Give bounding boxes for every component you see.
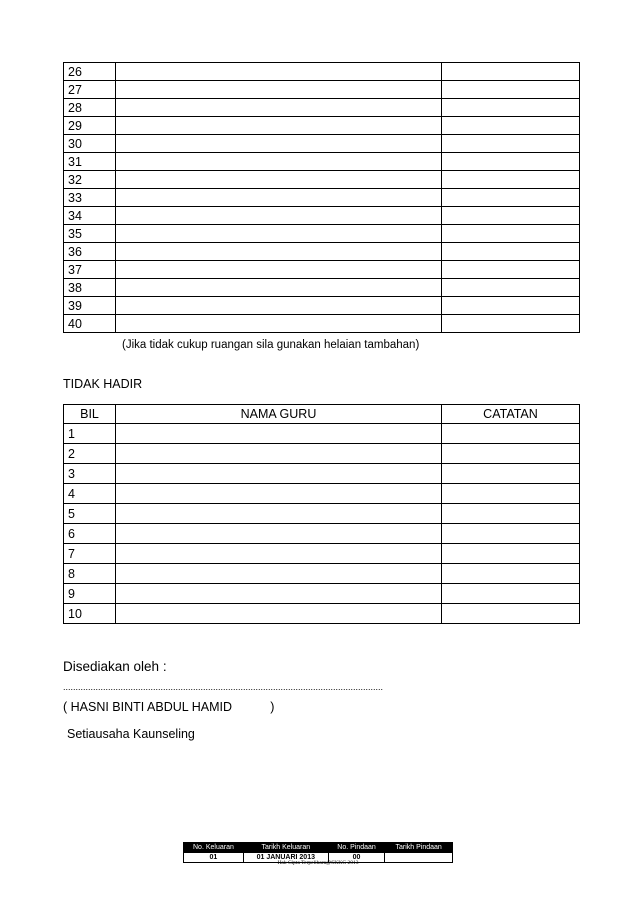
note-cell[interactable] xyxy=(442,117,580,135)
row-number: 1 xyxy=(64,424,116,444)
note-cell[interactable] xyxy=(442,153,580,171)
name-cell[interactable] xyxy=(116,153,442,171)
note-cell[interactable] xyxy=(442,63,580,81)
name-cell[interactable] xyxy=(116,424,442,444)
header-bil: BIL xyxy=(64,405,116,424)
table-row xyxy=(64,584,580,604)
footer-header-cell: No. Pindaan xyxy=(328,843,385,853)
note-cell[interactable] xyxy=(442,564,580,584)
note-cell[interactable] xyxy=(442,225,580,243)
row-number: 37 xyxy=(64,261,116,279)
name-cell[interactable] xyxy=(116,279,442,297)
row-number: 34 xyxy=(64,207,116,225)
absent-teachers-table xyxy=(63,404,580,624)
note-cell[interactable] xyxy=(442,315,580,333)
note-cell[interactable] xyxy=(442,297,580,315)
header-catatan: CATATAN xyxy=(442,405,580,424)
table-row xyxy=(64,63,580,81)
document-control-header xyxy=(184,843,453,853)
table-row xyxy=(64,524,580,544)
name-cell[interactable] xyxy=(116,225,442,243)
name-cell[interactable] xyxy=(116,171,442,189)
row-number: 30 xyxy=(64,135,116,153)
note-cell[interactable] xyxy=(442,99,580,117)
table-row xyxy=(64,81,580,99)
row-number: 8 xyxy=(64,564,116,584)
name-cell[interactable] xyxy=(116,504,442,524)
note-cell[interactable] xyxy=(442,135,580,153)
row-number: 28 xyxy=(64,99,116,117)
note-cell[interactable] xyxy=(442,504,580,524)
row-number: 35 xyxy=(64,225,116,243)
name-cell[interactable] xyxy=(116,297,442,315)
footer-value-cell: 01 xyxy=(184,853,244,863)
name-cell[interactable] xyxy=(116,564,442,584)
name-cell[interactable] xyxy=(116,524,442,544)
table-row xyxy=(64,261,580,279)
row-number: 10 xyxy=(64,604,116,624)
table-row xyxy=(64,484,580,504)
table-row xyxy=(64,99,580,117)
note-cell[interactable] xyxy=(442,584,580,604)
row-number: 7 xyxy=(64,544,116,564)
note-cell[interactable] xyxy=(442,444,580,464)
row-number: 27 xyxy=(64,81,116,99)
note-cell[interactable] xyxy=(442,261,580,279)
note-cell[interactable] xyxy=(442,207,580,225)
row-number: 3 xyxy=(64,464,116,484)
table-row xyxy=(64,297,580,315)
table-row xyxy=(64,315,580,333)
row-number: 40 xyxy=(64,315,116,333)
row-number: 39 xyxy=(64,297,116,315)
table-row xyxy=(64,153,580,171)
table-row xyxy=(64,279,580,297)
table-row xyxy=(64,135,580,153)
attendance-table-continued xyxy=(63,62,580,333)
preparer-role: Setiausaha Kaunseling xyxy=(67,727,195,741)
name-cell[interactable] xyxy=(116,584,442,604)
name-cell[interactable] xyxy=(116,63,442,81)
note-cell[interactable] xyxy=(442,243,580,261)
table-row xyxy=(64,189,580,207)
table-row xyxy=(64,225,580,243)
note-cell[interactable] xyxy=(442,484,580,504)
table-row xyxy=(64,544,580,564)
name-cell[interactable] xyxy=(116,484,442,504)
name-cell[interactable] xyxy=(116,544,442,564)
footer-header-cell: Tarikh Keluaran xyxy=(243,843,328,853)
footer-value-cell: 01 JANUARI 2013 xyxy=(243,853,328,863)
row-number: 2 xyxy=(64,444,116,464)
table-row xyxy=(64,444,580,464)
copyright-text: Hak Cipta Terpelihara@SKKG 2013 xyxy=(277,860,359,866)
header-nama-guru: NAMA GURU xyxy=(116,405,442,424)
name-cell[interactable] xyxy=(116,444,442,464)
note-cell[interactable] xyxy=(442,279,580,297)
row-number: 38 xyxy=(64,279,116,297)
row-number: 33 xyxy=(64,189,116,207)
note-cell[interactable] xyxy=(442,544,580,564)
name-cell[interactable] xyxy=(116,315,442,333)
row-number: 36 xyxy=(64,243,116,261)
note-cell[interactable] xyxy=(442,424,580,444)
table-row xyxy=(64,117,580,135)
row-number: 4 xyxy=(64,484,116,504)
row-number: 6 xyxy=(64,524,116,544)
note-cell[interactable] xyxy=(442,189,580,207)
table-row xyxy=(64,424,580,444)
name-cell[interactable] xyxy=(116,604,442,624)
table-row xyxy=(64,504,580,524)
name-cell[interactable] xyxy=(116,189,442,207)
row-number: 26 xyxy=(64,63,116,81)
row-number: 29 xyxy=(64,117,116,135)
row-number: 5 xyxy=(64,504,116,524)
row-number: 31 xyxy=(64,153,116,171)
row-number: 32 xyxy=(64,171,116,189)
note-cell[interactable] xyxy=(442,604,580,624)
row-number: 9 xyxy=(64,584,116,604)
footer-value-cell: 00 xyxy=(328,853,385,863)
name-cell[interactable] xyxy=(116,464,442,484)
absent-table-header xyxy=(64,405,580,424)
note-cell[interactable] xyxy=(442,524,580,544)
table-row xyxy=(64,207,580,225)
name-cell[interactable] xyxy=(116,135,442,153)
extra-sheet-note: (Jika tidak cukup ruangan sila gunakan helaian tambahan) xyxy=(122,339,420,351)
footer-header-cell: No. Keluaran xyxy=(184,843,244,853)
name-cell[interactable] xyxy=(116,81,442,99)
table-row xyxy=(64,604,580,624)
preparer-name: ( HASNI BINTI ABDUL HAMID ) xyxy=(63,700,275,714)
prepared-by-label: Disediakan oleh : xyxy=(63,659,167,674)
table-row xyxy=(64,243,580,261)
table-row xyxy=(64,171,580,189)
table-row xyxy=(64,564,580,584)
note-cell[interactable] xyxy=(442,81,580,99)
footer-header-cell: Tarikh Pindaan xyxy=(385,843,453,853)
note-cell[interactable] xyxy=(442,464,580,484)
table-row xyxy=(64,464,580,484)
signature-line: ................................................................................................................................ xyxy=(63,682,384,692)
absent-section-title: TIDAK HADIR xyxy=(63,377,143,391)
name-cell[interactable] xyxy=(116,261,442,279)
note-cell[interactable] xyxy=(442,171,580,189)
name-cell[interactable] xyxy=(116,99,442,117)
name-cell[interactable] xyxy=(116,207,442,225)
name-cell[interactable] xyxy=(116,117,442,135)
name-cell[interactable] xyxy=(116,243,442,261)
